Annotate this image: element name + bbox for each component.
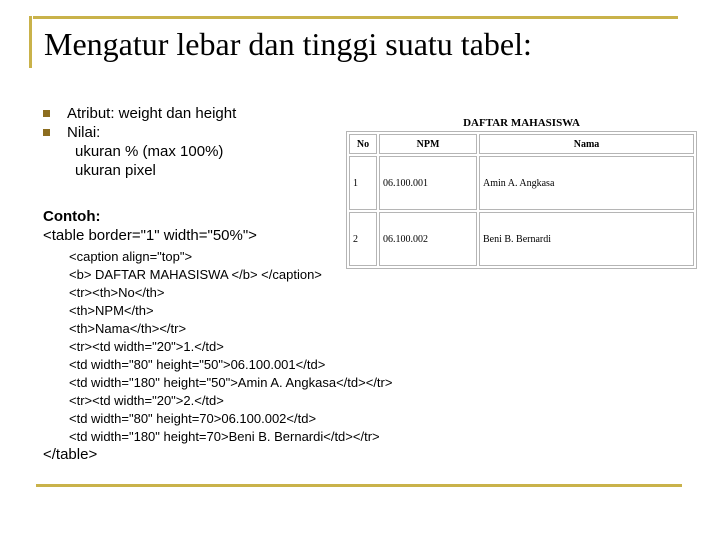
code-line: <th>Nama</th></tr> bbox=[69, 321, 187, 336]
sub-line: ukuran % (max 100%) bbox=[75, 143, 224, 160]
example-label: Contoh: bbox=[43, 208, 101, 225]
cell-nama: Beni B. Bernardi bbox=[479, 212, 694, 266]
frame-left-line bbox=[29, 16, 32, 68]
cell-npm: 06.100.001 bbox=[379, 156, 477, 210]
frame-bottom-line bbox=[36, 484, 682, 487]
demo-table-panel bbox=[346, 116, 697, 269]
table-close-tag: </table> bbox=[43, 446, 98, 463]
sub-line: ukuran pixel bbox=[75, 162, 156, 179]
header-cell-no: No bbox=[349, 134, 377, 154]
demo-table bbox=[346, 131, 697, 269]
cell-no: 1 bbox=[349, 156, 377, 210]
cell-no: 2 bbox=[349, 212, 377, 266]
header-cell-npm: NPM bbox=[379, 134, 477, 154]
bullet-list bbox=[43, 104, 236, 180]
code-line: <b> DAFTAR MAHASISWA </b> </caption> bbox=[69, 267, 322, 282]
code-line: <td width="80" height="50">06.100.001</td> bbox=[69, 357, 326, 372]
code-line: <td width="180" height=70>Beni B. Bernardi</td></tr> bbox=[69, 429, 380, 444]
cell-npm: 06.100.002 bbox=[379, 212, 477, 266]
demo-table-caption: DAFTAR MAHASISWA bbox=[463, 117, 580, 129]
code-line: <td width="180" height="50">Amin A. Angkasa</td></tr> bbox=[69, 375, 393, 390]
bullet-item bbox=[43, 104, 236, 123]
slide-title: Mengatur lebar dan tinggi suatu tabel: bbox=[44, 26, 532, 62]
table-row bbox=[349, 156, 694, 210]
bullet-text: Nilai: bbox=[67, 124, 101, 141]
square-bullet-icon bbox=[43, 110, 50, 117]
code-line: <tr><td width="20">1.</td> bbox=[69, 339, 224, 354]
header-cell-nama: Nama bbox=[479, 134, 694, 154]
code-line: <caption align="top"> bbox=[69, 249, 193, 264]
table-header-row bbox=[349, 134, 694, 154]
table-row bbox=[349, 212, 694, 266]
code-line: <tr><td width="20">2.</td> bbox=[69, 393, 224, 408]
code-line: <th>NPM</th> bbox=[69, 303, 154, 318]
code-listing bbox=[69, 248, 392, 446]
frame-top-line bbox=[33, 16, 678, 19]
example-block bbox=[43, 207, 257, 245]
square-bullet-icon bbox=[43, 129, 50, 136]
code-line: <tr><th>No</th> bbox=[69, 285, 165, 300]
table-open-tag: <table border="1" width="50%"> bbox=[43, 227, 257, 244]
bullet-item bbox=[43, 123, 236, 142]
bullet-text: Atribut: weight dan height bbox=[67, 105, 237, 122]
cell-nama: Amin A. Angkasa bbox=[479, 156, 694, 210]
code-line: <td width="80" height=70>06.100.002</td> bbox=[69, 411, 317, 426]
